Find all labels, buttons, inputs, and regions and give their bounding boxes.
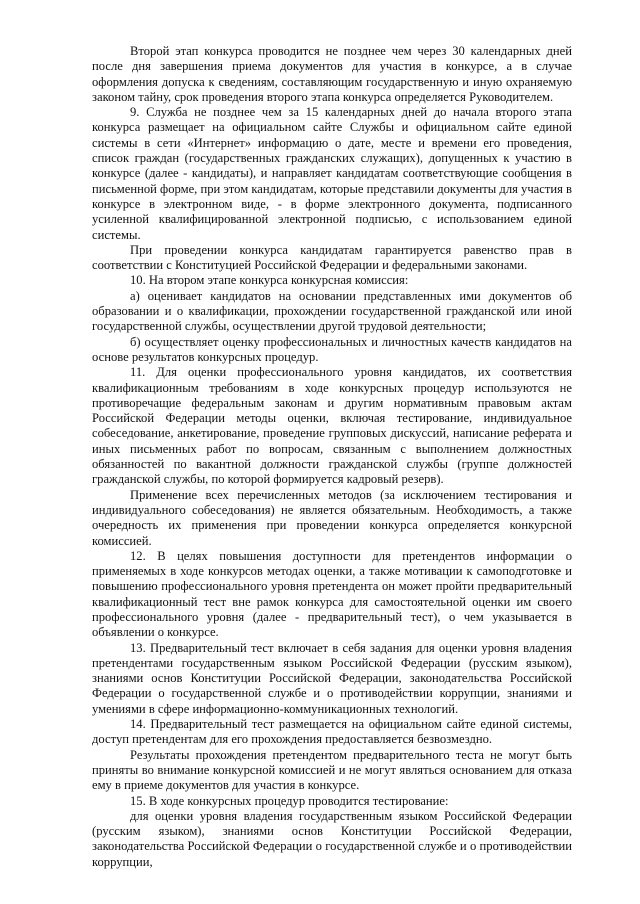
document-paragraph: При проведении конкурса кандидатам гарантируется равенство прав в соответствии с Конституцией Российской Федерации и федеральными законами. (92, 242, 572, 273)
document-paragraph: Применение всех перечисленных методов (за исключением тестирования и индивидуального собеседования) не является обязательным. Необходимость, а также очередность их применения при проведении конкурса определяется конкурсной комиссией. (92, 487, 572, 548)
document-body (92, 44, 572, 870)
document-paragraph: для оценки уровня владения государственным языком Российской Федерации (русским языком), знаниями основ Конституции Российской Федерации, законодательства Российской Федерации о государственной службе и о противодействии коррупции, (92, 808, 572, 869)
document-paragraph: 10. На втором этапе конкурса конкурсная комиссия: (130, 273, 409, 288)
document-paragraph: б) осуществляет оценку профессиональных и личностных качеств кандидатов на основе результатов конкурсных процедур. (92, 334, 572, 364)
document-paragraph: а) оценивает кандидатов на основании представленных ими документов об образовании и о квалификации, прохождении государственной гражданской или иной государственной службы, осуществлении другой трудовой деятельности; (92, 288, 572, 334)
document-paragraph: Результаты прохождения претендентом предварительного теста не могут быть приняты во внимание конкурсной комиссией и не могут являться основанием для отказа ему в приеме документов для участия в конкурсе. (92, 747, 572, 793)
document-paragraph: Второй этап конкурса проводится не позднее чем через 30 календарных дней после дня завершения приема документов для участия в конкурсе, а в случае оформления допуска к сведениям, составляющим государственную и иную охраняемую законом тайну, срок проведения второго этапа конкурса определяется Руководителем. (92, 44, 572, 104)
document-paragraph: 12. В целях повышения доступности для претендентов информации о применяемых в ходе конкурсов методах оценки, а также мотивации к самоподготовке и повышению профессионального уровня претендента он может пройти предварительный квалификационный тест вне рамок конкурса для самостоятельной оценки им своего профессионального уровня (далее - предварительный тест), о чем указывается в объявлении о конкурсе. (92, 548, 572, 640)
document-paragraph: 15. В ходе конкурсных процедур проводится тестирование: (130, 793, 449, 808)
document-paragraph: 11. Для оценки профессионального уровня кандидатов, их соответствия квалификационным требованиям в ходе конкурсных процедур используются не противоречащие федеральным законам и другим нормативным правовым актам Российской Федерации методы оценки, включая тестирование, индивидуальное собеседование, анкетирование, проведение групповых дискуссий, написание реферата и иных письменных работ по вопросам, связанным с выполнением должностных обязанностей по вакантной должности гражданской службы (группе должностей гражданской службы, по которой формируется кадровый резерв). (92, 365, 572, 487)
document-paragraph: 14. Предварительный тест размещается на официальном сайте единой системы, доступ претендентам для его прохождения предоставляется безвозмездно. (92, 717, 572, 747)
document-paragraph: 9. Служба не позднее чем за 15 календарных дней до начала второго этапа конкурса размещает на официальном сайте Службы и официальном сайте единой системы в сети «Интернет» информацию о дате, месте и времени его проведения, список граждан (государственных гражданских служащих), допущенных к участию в конкурсе (далее - кандидаты), и направляет кандидатам соответствующие сообщения в письменной форме, при этом кандидатам, которые представили документы для участия в конкурсе в электронном виде, - в форме электронного документа, подписанного усиленной квалифицированной электронной подписью, с использованием единой системы. (92, 105, 572, 242)
document-paragraph: 13. Предварительный тест включает в себя задания для оценки уровня владения претендентами государственным языком Российской Федерации (русским языком), знаниями основ Конституции Российской Федерации, законодательства Российской Федерации о государственной службе и о противодействии коррупции, знаниями и умениями в сфере информационно-коммуникационных технологий. (92, 640, 572, 716)
